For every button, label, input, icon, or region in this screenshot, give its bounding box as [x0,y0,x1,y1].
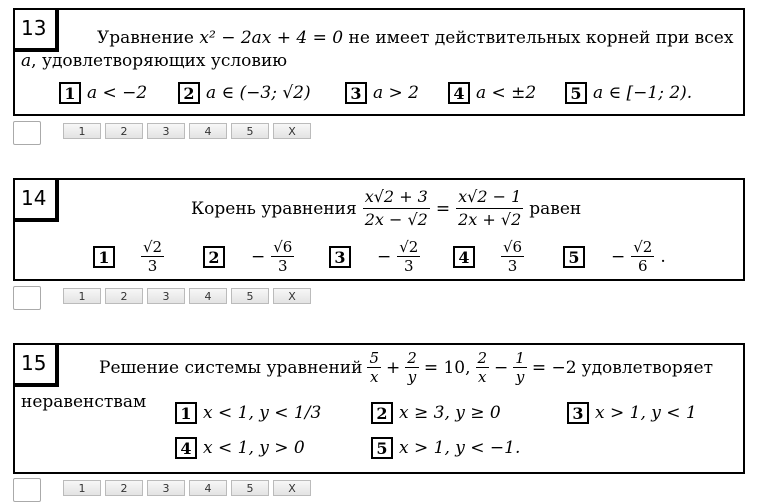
fraction-left: $\frac{x√2 + 3}{2x - √2}$ [364,187,428,229]
fraction-right: $\frac{x√2 - 1}{2x + √2}$ [458,187,522,229]
question-number: 15 [15,345,59,387]
answer-button-3[interactable]: 3 [147,123,185,139]
answer-input[interactable] [13,478,41,502]
answer-button-4[interactable]: 4 [189,288,227,304]
answer-bar-13 [13,121,753,147]
answer-button-1[interactable]: 1 [63,123,101,139]
question-text-line2: a, удовлетворяющих условию [21,51,288,71]
option-4: 4 x < 1, y > 0 [175,437,305,459]
question-number: 14 [15,180,59,222]
option-4: 4 $\frac{√6}{3}$ [453,238,524,275]
answer-button-x[interactable]: X [273,480,311,496]
answer-button-4[interactable]: 4 [189,123,227,139]
option-2: 2 x ≥ 3, y ≥ 0 [371,402,501,424]
option-1: 1 $\frac{√2}{3}$ [93,238,164,275]
answer-button-x[interactable]: X [273,288,311,304]
option-5: 5 a ∈ [−1; 2). [565,82,692,104]
option-4: 4 a < ±2 [448,82,536,104]
answer-input[interactable] [13,286,41,310]
option-2: 2 − $\frac{√6}{3}$ [203,238,294,275]
option-3: 3 x > 1, y < 1 [567,402,697,424]
answer-button-5[interactable]: 5 [231,123,269,139]
option-5: 5 − $\frac{√2}{6}$ . [563,238,666,275]
answer-button-3[interactable]: 3 [147,288,185,304]
option-1: 1 x < 1, y < 1/3 [175,402,321,424]
question-number: 13 [15,10,59,52]
answer-button-1[interactable]: 1 [63,288,101,304]
answer-button-5[interactable]: 5 [231,288,269,304]
answer-button-x[interactable]: X [273,123,311,139]
question-text: Решение системы уравнений $\frac{5}{x}$ + $\frac{2}{y}$ = 10, $\frac{2}{x}$ − $\frac{1}{y}$ = −2 удовлетворяет [99,349,713,386]
equation: x² − 2ax + 4 = 0 [199,28,344,48]
option-2: 2 a ∈ (−3; √2) [178,82,311,104]
answer-button-2[interactable]: 2 [105,480,143,496]
answer-input[interactable] [13,121,41,145]
question-14 [13,178,745,281]
answer-button-2[interactable]: 2 [105,123,143,139]
answer-button-3[interactable]: 3 [147,480,185,496]
answer-bar-15 [13,478,753,504]
answer-button-2[interactable]: 2 [105,288,143,304]
option-3: 3 a > 2 [345,82,419,104]
option-5: 5 x > 1, y < −1. [371,437,520,459]
option-1: 1 a < −2 [59,82,147,104]
answer-bar-14 [13,286,753,312]
option-3: 3 − $\frac{√2}{3}$ [329,238,420,275]
question-15 [13,343,745,474]
answer-button-1[interactable]: 1 [63,480,101,496]
question-text: Корень уравнения $\frac{x√2 + 3}{2x - √2}$ = $\frac{x√2 - 1}{2x + √2}$ равен [191,187,582,229]
question-text: Уравнение x² − 2ax + 4 = 0 не имеет действительных корней при всех [97,28,734,48]
answer-button-4[interactable]: 4 [189,480,227,496]
question-13 [13,8,745,116]
answer-button-5[interactable]: 5 [231,480,269,496]
question-text-line2: неравенствам [21,392,147,412]
